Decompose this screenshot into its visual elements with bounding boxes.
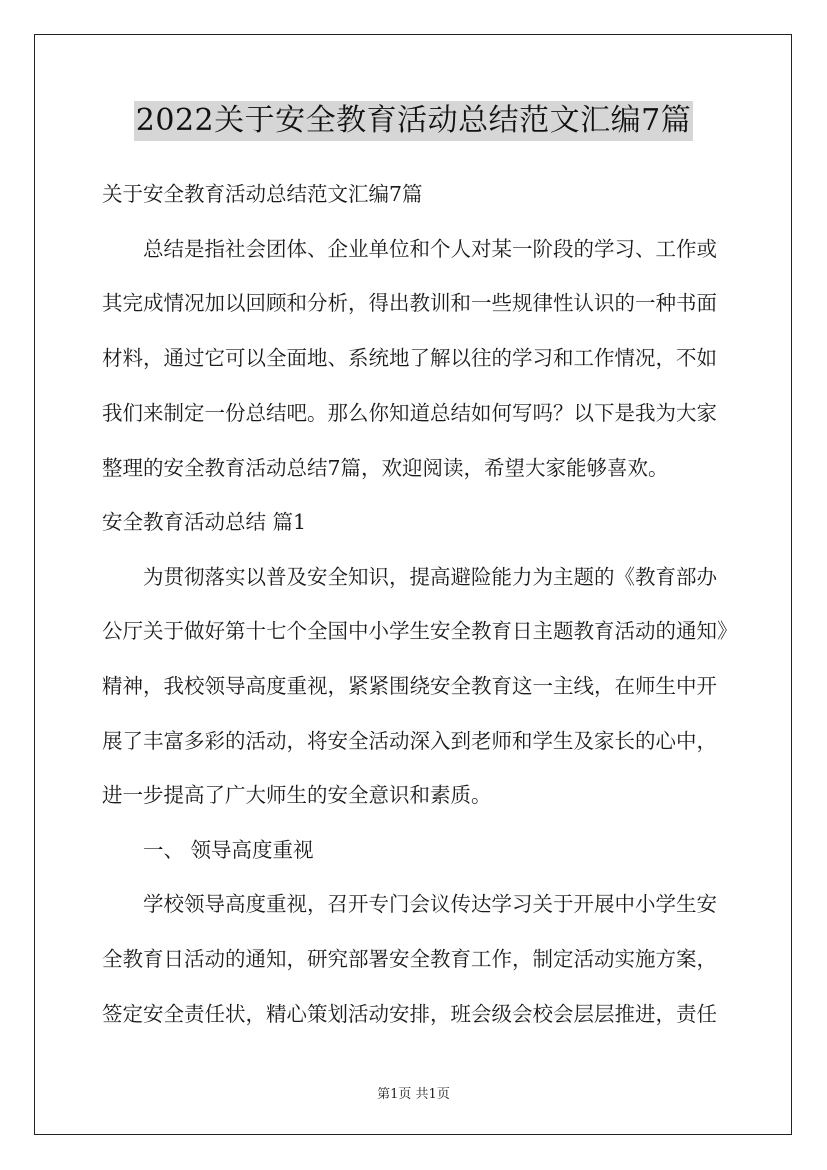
- paragraph-line: 进一步提高了广大师生的安全意识和素质。: [102, 783, 492, 807]
- paragraph-line: 我们来制定一份总结吧。那么你知道总结如何写吗？以下是我为大家: [102, 401, 717, 425]
- paragraph-line: 学校领导高度重视，召开专门会议传达学习关于开展中小学生安: [143, 892, 717, 916]
- paragraph-line: 全教育日活动的通知，研究部署安全教育工作，制定活动实施方案，: [102, 947, 717, 971]
- paragraph-line: 签定安全责任状，精心策划活动安排，班会级会校会层层推进，责任: [102, 1002, 717, 1026]
- paragraph-line: 其完成情况加以回顾和分析，得出教训和一些规律性认识的一种书面: [102, 291, 717, 315]
- title-container: [0, 101, 827, 141]
- page-number: 第1页 共1页: [377, 1087, 450, 1102]
- paragraph-line: 材料，通过它可以全面地、系统地了解以往的学习和工作情况，不如: [102, 346, 717, 370]
- document-title: 2022关于安全教育活动总结范文汇编7篇: [134, 101, 693, 141]
- paragraph-line: 整理的安全教育活动总结7篇，欢迎阅读，希望大家能够喜欢。: [102, 456, 669, 480]
- paragraph-line: 为贯彻落实以普及安全知识，提高避险能力为主题的《教育部办: [143, 565, 717, 589]
- section-heading: 安全教育活动总结 篇1: [102, 510, 307, 534]
- paragraph-line: 展了丰富多彩的活动，将安全活动深入到老师和学生及家长的心中，: [102, 729, 717, 753]
- paragraph-line: 精神，我校领导高度重视，紧紧围绕安全教育这一主线，在师生中开: [102, 674, 717, 698]
- document-subtitle: 关于安全教育活动总结范文汇编7篇: [102, 182, 423, 206]
- paragraph-line: 总结是指社会团体、企业单位和个人对某一阶段的学习、工作或: [143, 237, 717, 261]
- item-heading: 一、 领导高度重视: [143, 838, 314, 862]
- paragraph-line: 公厅关于做好第十七个全国中小学生安全教育日主题教育活动的通知》: [102, 619, 738, 643]
